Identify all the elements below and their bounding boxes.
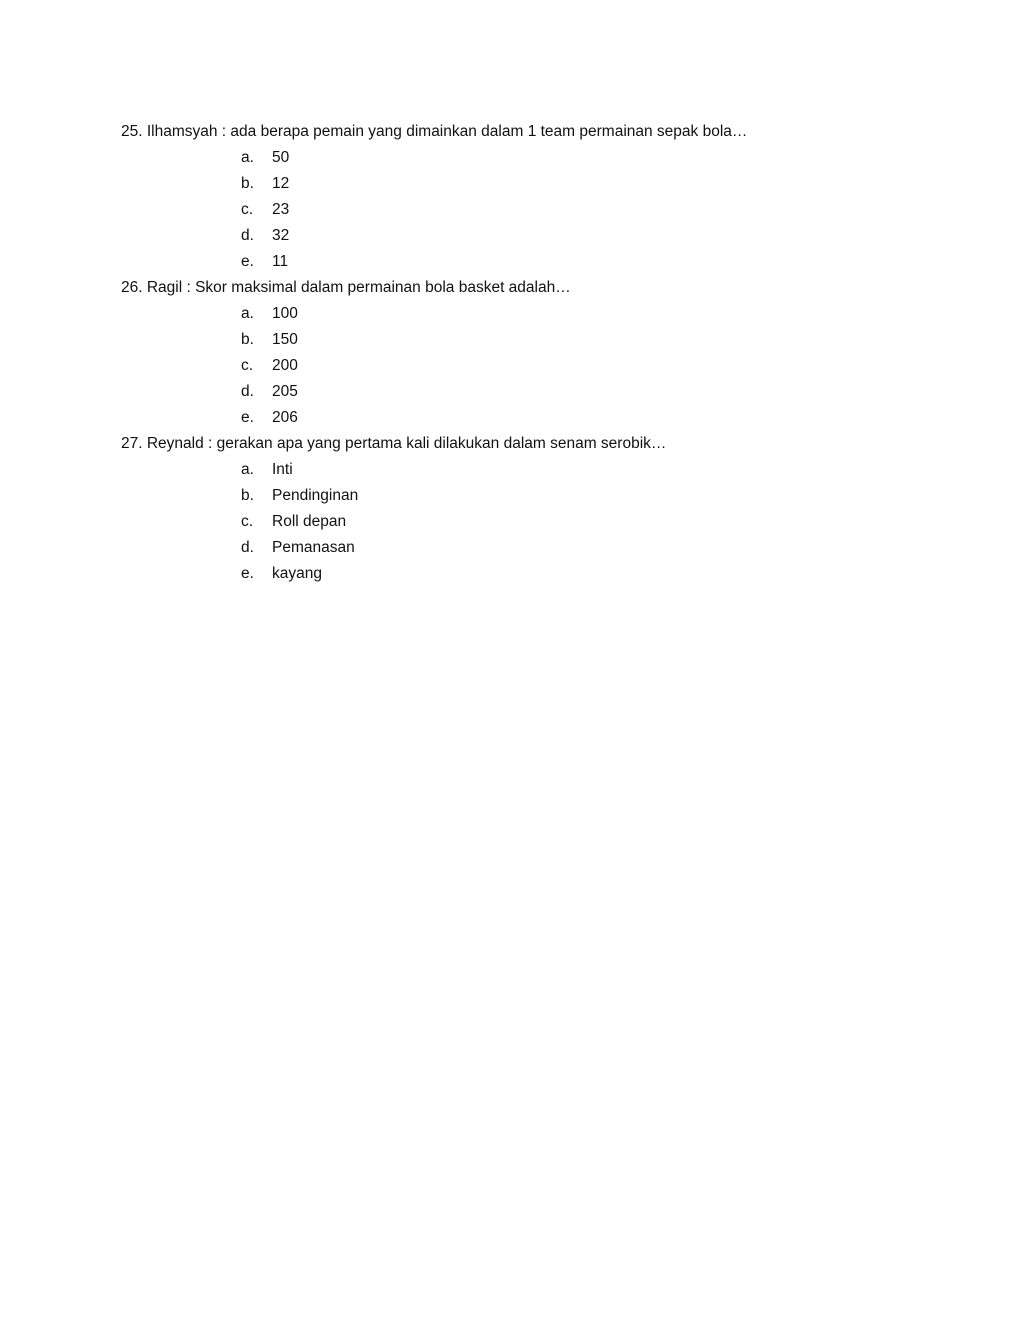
option-text: Pemanasan [272,539,355,556]
option-item [121,353,921,379]
option-text: 23 [272,201,290,218]
option-item [121,535,921,561]
option-letter: d. [241,227,254,244]
option-text: Inti [272,461,293,478]
option-list [121,301,921,431]
question-27 [121,431,921,587]
option-text: 205 [272,383,298,400]
option-letter: a. [241,305,254,322]
option-letter: e. [241,565,254,582]
option-item [121,405,921,431]
option-item [121,509,921,535]
question-prompt: 26. Ragil : Skor maksimal dalam permainan bola basket adalah… [121,279,571,296]
option-letter: d. [241,383,254,400]
option-letter: d. [241,539,254,556]
option-letter: a. [241,461,254,478]
option-item [121,379,921,405]
option-list [121,145,921,275]
option-letter: e. [241,253,254,270]
option-list [121,457,921,587]
option-letter: b. [241,487,254,504]
option-item [121,561,921,587]
option-item [121,301,921,327]
option-text: 12 [272,175,290,192]
option-letter: b. [241,331,254,348]
option-item [121,171,921,197]
option-text: 200 [272,357,298,374]
option-text: Roll depan [272,513,347,530]
question-prompt: 27. Reynald : gerakan apa yang pertama kali dilakukan dalam senam serobik… [121,435,667,452]
option-text: 206 [272,409,298,426]
option-item [121,457,921,483]
option-item [121,197,921,223]
question-25 [121,119,921,275]
option-letter: b. [241,175,254,192]
option-text: 50 [272,149,290,166]
option-text: 100 [272,305,298,322]
option-text: 150 [272,331,298,348]
option-text: Pendinginan [272,487,359,504]
option-letter: e. [241,409,254,426]
question-26 [121,275,921,431]
option-item [121,327,921,353]
option-letter: c. [241,357,254,374]
option-text: 32 [272,227,290,244]
option-letter: c. [241,201,254,218]
question-prompt: 25. Ilhamsyah : ada berapa pemain yang dimainkan dalam 1 team permainan sepak bola… [121,123,748,140]
option-text: 11 [272,253,289,270]
option-item [121,145,921,171]
option-item [121,223,921,249]
quiz-content [121,119,921,587]
option-text: kayang [272,565,322,582]
option-letter: c. [241,513,254,530]
option-item [121,249,921,275]
option-letter: a. [241,149,254,166]
option-item [121,483,921,509]
